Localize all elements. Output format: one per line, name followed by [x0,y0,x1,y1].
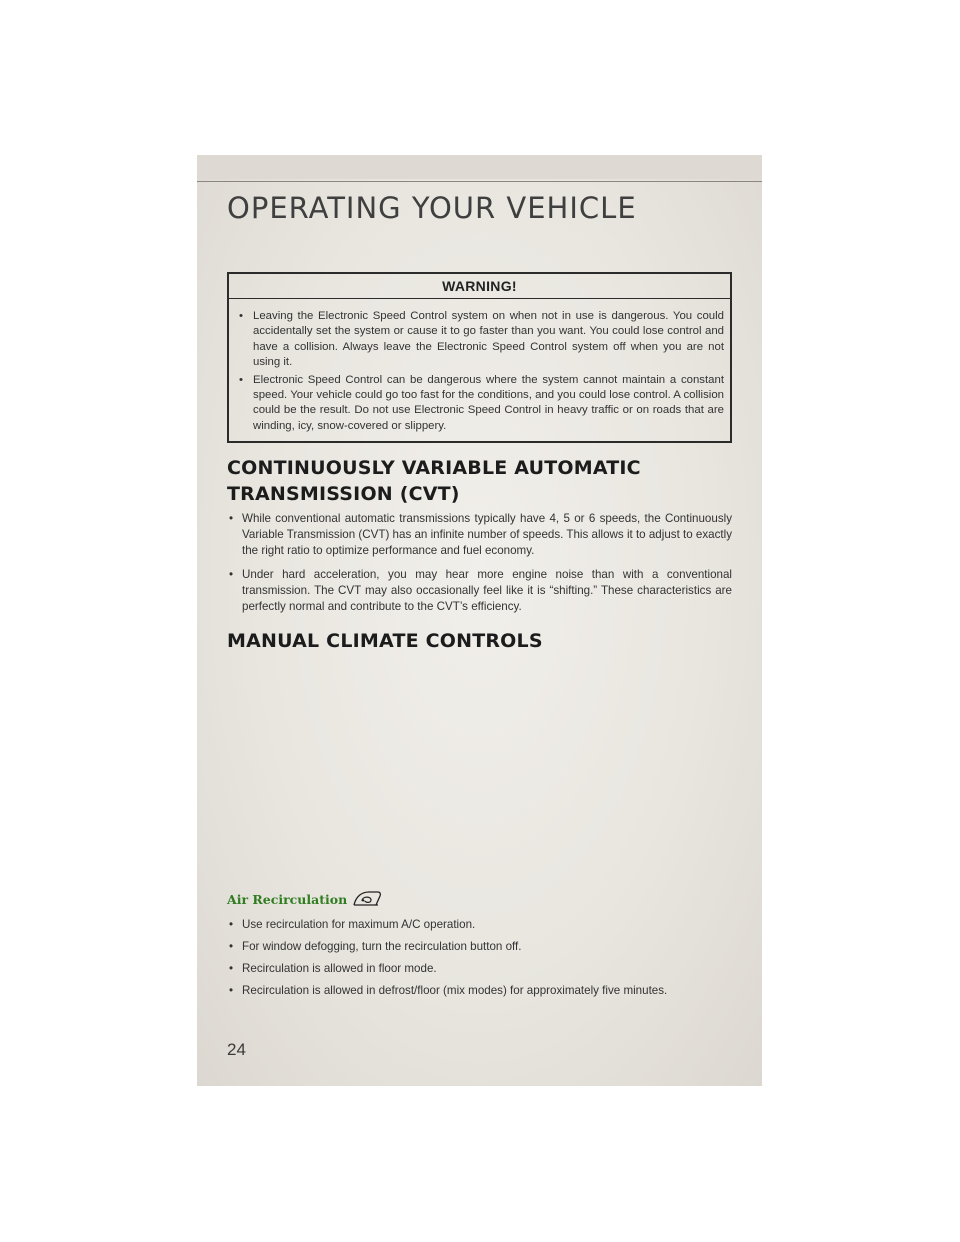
cvt-item-text: While conventional automatic transmissions typically have 4, 5 or 6 speeds, the Continuously Variable Transmission (CVT) has an infinite number of speeds. This allows it to adjust to exactly the right ratio to optimize performance and fuel economy. [242,512,732,557]
cvt-list [227,511,732,623]
header-band [197,155,762,179]
cvt-heading [227,455,641,507]
cvt-item [227,567,732,615]
cvt-heading-line2: TRANSMISSION (CVT) [227,483,460,505]
air-item-text: Recirculation is allowed in floor mode. [242,962,437,975]
bullet: • [229,962,234,975]
air-item-text: Use recirculation for maximum A/C operation. [242,918,476,931]
header-rule [197,181,762,182]
bullet: • [229,512,234,525]
cvt-item [227,511,732,559]
manual-page [197,155,762,1086]
air-recirculation-label: Air Recirculation [227,891,348,907]
climate-heading: MANUAL CLIMATE CONTROLS [227,630,543,652]
recirculation-icon [352,890,382,908]
air-recirculation-heading [227,890,382,908]
warning-item-text: Leaving the Electronic Speed Control system on when not in use is dangerous. You could accidentally set the system or cause it to go faster than you want. You could lose control and have a collision. Always leave the Electronic Speed Control system off when you are not using it. [253,310,724,369]
warning-item [237,309,724,371]
warning-list [229,299,730,434]
bullet: • [229,918,234,931]
air-item [227,917,732,933]
cvt-item-text: Under hard acceleration, you may hear more engine noise than with a conventional transmission. The CVT may also occasionally feel like it is “shifting.” These characteristics are perfectly normal and contribute to the CVT’s efficiency. [242,568,732,613]
warning-item-text: Electronic Speed Control can be dangerous where the system cannot maintain a constant speed. Your vehicle could go too fast for the conditions, and you could lose control. A collision could be the result. Do not use Electronic Speed Control in heavy traffic or on roads that are winding, icy, snow-covered or slippery. [253,373,724,432]
warning-item [237,373,724,435]
bullet: • [239,373,243,386]
air-item-text: Recirculation is allowed in defrost/floor (mix modes) for approximately five minutes. [242,984,668,997]
cvt-heading-line1: CONTINUOUSLY VARIABLE AUTOMATIC [227,457,641,479]
bullet: • [229,984,234,997]
air-item [227,983,732,999]
warning-title: WARNING! [229,274,730,299]
bullet: • [229,940,234,953]
air-item [227,939,732,955]
air-recirculation-list [227,917,732,1005]
air-item-text: For window defogging, turn the recirculation button off. [242,940,522,953]
page-number: 24 [227,1040,246,1059]
warning-box [227,272,732,443]
bullet: • [229,568,234,581]
section-title: OPERATING YOUR VEHICLE [227,191,637,225]
air-item [227,961,732,977]
bullet: • [239,310,243,322]
